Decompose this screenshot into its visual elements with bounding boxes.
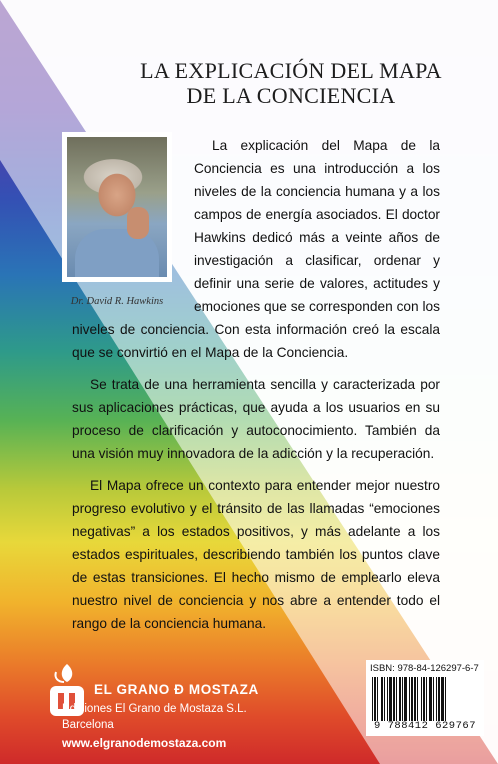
barcode-number: 9 788412 629767	[373, 720, 476, 732]
barcode-bar	[417, 677, 418, 721]
barcode-bar	[374, 677, 376, 721]
publisher-line-1: Ediciones El Grano de Mostaza S.L.	[62, 703, 247, 715]
publisher-city: Barcelona	[62, 719, 114, 731]
isbn-label: ISBN: 978-84-126297-6-7	[370, 663, 479, 674]
barcode-bar	[436, 677, 437, 721]
book-title	[96, 58, 486, 108]
barcode-bar	[438, 677, 440, 721]
barcode-bar	[399, 677, 401, 721]
barcode-bar	[429, 677, 432, 721]
barcode-bar	[445, 677, 446, 721]
barcode-bar	[421, 677, 422, 721]
barcode-bar	[389, 677, 392, 721]
barcode-bar	[426, 677, 427, 721]
barcode-bar	[411, 677, 413, 721]
title-line-2: DE LA CONCIENCIA	[186, 83, 396, 108]
synopsis-paragraph-1: La explicación del Mapa de la Conciencia es una introducción a los niveles de la conciencia humana y a los campos de energía asociados. El doctor Hawkins dedicó más a veinte años de investigación a clasificar, ordenar y definir una serie de valores, actitudes y emociones que se corresponden con los niveles de conciencia. Con esta información creó la escala que se convirtió en el Mapa de la Conciencia.	[72, 138, 440, 360]
synopsis	[72, 134, 440, 644]
barcode-bar	[409, 677, 410, 721]
synopsis-paragraph-2: Se trata de una herramienta sencilla y caracterizada por sus aplicaciones prácticas, que ayuda a los usuarios en su proceso de clarificación y autoconocimiento. También da una visión muy innovadora de la adicción y la recuperación.	[72, 377, 440, 461]
barcode-bar	[393, 677, 395, 721]
isbn-barcode-box	[366, 660, 484, 736]
publisher-name: EL GRANO Ð MOSTAZA	[94, 682, 259, 697]
barcode-bar	[377, 677, 378, 721]
barcode-bar	[414, 677, 416, 721]
barcode-bar	[433, 677, 434, 721]
title-line-1: LA EXPLICACIÓN DEL MAPA	[140, 58, 442, 83]
barcode-bar	[441, 677, 444, 721]
barcode-bar	[404, 677, 407, 721]
barcode-bar	[381, 677, 383, 721]
barcode-icon	[370, 677, 480, 721]
author-caption: Dr. David R. Hawkins	[70, 296, 164, 307]
barcode-bar	[384, 677, 385, 721]
barcode-bar	[402, 677, 403, 721]
barcode-bar	[372, 677, 373, 721]
publisher-website-link[interactable]: www.elgranodemostaza.com	[62, 736, 227, 750]
barcode-bar	[423, 677, 425, 721]
synopsis-paragraph-3: El Mapa ofrece un contexto para entender mejor nuestro progreso evolutivo y el tránsito de las llamadas “emociones negativas” a los estados positivos, y más adelante a los estados espirituales, describiendo también los puntos clave de estas transiciones. El hecho mismo de emplearlo eleva nuestro nivel de conciencia y nos abre a entender todo el rango de la conciencia humana.	[72, 478, 440, 631]
barcode-bar	[396, 677, 397, 721]
barcode-bar	[387, 677, 388, 721]
